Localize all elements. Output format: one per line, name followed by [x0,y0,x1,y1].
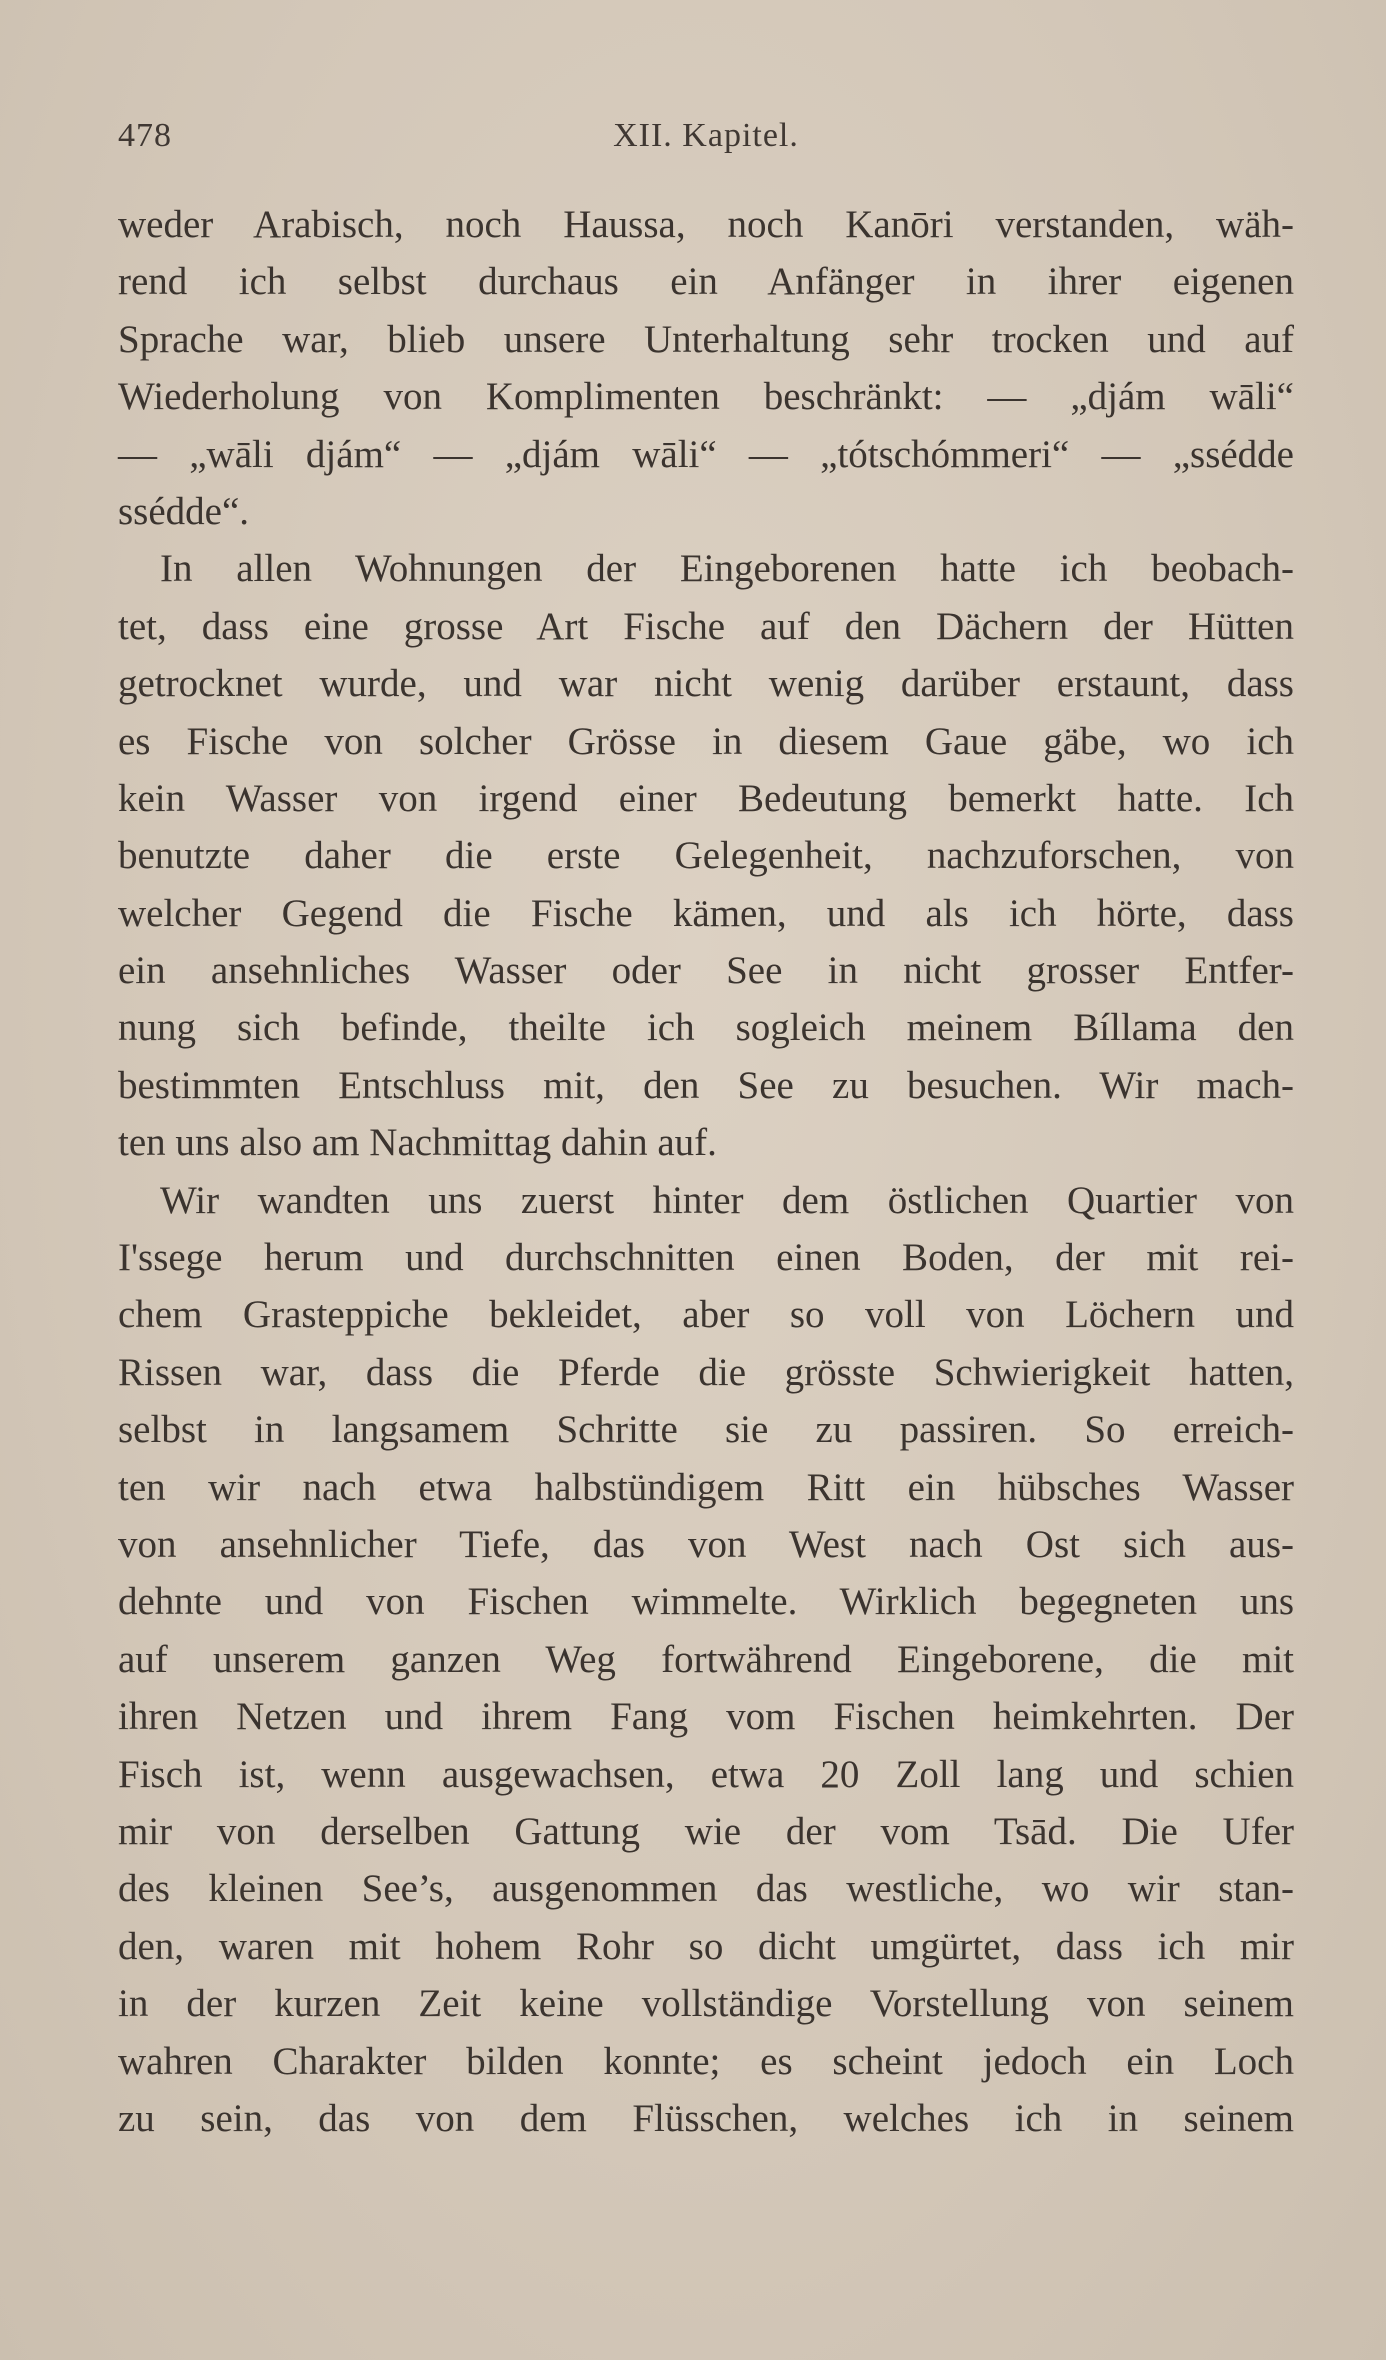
paragraph-start-line: Wir wandten uns zuerst hinter dem östlichen Quartier von [160,1178,1294,1222]
text-line: Rissen war, dass die Pferde die grösste Schwierigkeit hatten, [118,1350,1294,1394]
text-line: Wiederholung von Komplimenten beschränkt: — „djám wāli“ [118,375,1294,419]
text-line: ein ansehnliches Wasser oder See in nicht grosser Entfer- [118,949,1294,993]
text-line: ssédde“. [118,489,250,533]
text-line: ten wir nach etwa halbstündigem Ritt ein hübsches Wasser [118,1465,1294,1509]
text-line: zu sein, das von dem Flüsschen, welches ich in seinem [118,2096,1294,2140]
text-line: ten uns also am Nachmittag dahin auf. [118,1121,717,1165]
paragraph-start-line: In allen Wohnungen der Eingeborenen hatte ich beobach- [160,547,1294,591]
book-page [118,0,1294,2360]
text-line: von ansehnlicher Tiefe, das von West nach Ost sich aus- [118,1522,1294,1566]
text-line: dehnte und von Fischen wimmelte. Wirklich begegneten uns [118,1580,1294,1624]
text-line: des kleinen See’s, ausgenommen das westliche, wo wir stan- [118,1867,1294,1911]
text-line: es Fische von solcher Grösse in diesem Gaue gäbe, wo ich [118,719,1294,763]
text-line: in der kurzen Zeit keine vollständige Vorstellung von seinem [118,1982,1294,2026]
chapter-title: XII. Kapitel. [613,117,799,154]
text-line: mir von derselben Gattung wie der vom Tsād. Die Ufer [118,1809,1294,1853]
text-line: nung sich befinde, theilte ich sogleich meinem Bíllama den [118,1006,1294,1050]
text-line: den, waren mit hohem Rohr so dicht umgürtet, dass ich mir [118,1924,1294,1968]
text-line: I'ssege herum und durchschnitten einen Boden, der mit rei- [118,1236,1294,1280]
text-line: kein Wasser von irgend einer Bedeutung bemerkt hatte. Ich [118,776,1294,820]
body-text [118,196,1294,2147]
text-line: Sprache war, blieb unsere Unterhaltung sehr trocken und auf [118,317,1294,361]
text-line: ihren Netzen und ihrem Fang vom Fischen heimkehrten. Der [118,1695,1294,1739]
text-line: rend ich selbst durchaus ein Anfänger in ihrer eigenen [118,260,1294,304]
text-line: tet, dass eine grosse Art Fische auf den Dächern der Hütten [118,604,1294,648]
text-line: chem Grasteppiche bekleidet, aber so voll von Löchern und [118,1293,1294,1337]
text-line: welcher Gegend die Fische kämen, und als ich hörte, dass [118,891,1294,935]
text-line: bestimmten Entschluss mit, den See zu besuchen. Wir mach- [118,1063,1294,1107]
text-line: benutzte daher die erste Gelegenheit, nachzuforschen, von [118,834,1294,878]
text-line: weder Arabisch, noch Haussa, noch Kanōri verstanden, wäh- [118,203,1294,246]
text-line: wahren Charakter bilden konnte; es scheint jedoch ein Loch [118,2039,1294,2083]
text-line: Fisch ist, wenn ausgewachsen, etwa 20 Zoll lang und schien [118,1752,1294,1796]
text-line: auf unserem ganzen Weg fortwährend Eingeborene, die mit [118,1637,1294,1681]
running-head [118,112,1294,160]
text-line: getrocknet wurde, und war nicht wenig darüber erstaunt, dass [118,662,1294,706]
page-number: 478 [118,117,172,154]
text-line: — „wāli djám“ — „djám wāli“ — „tótschómmeri“ — „ssédde [118,432,1294,476]
text-line: selbst in langsamem Schritte sie zu passiren. So erreich- [118,1408,1294,1452]
